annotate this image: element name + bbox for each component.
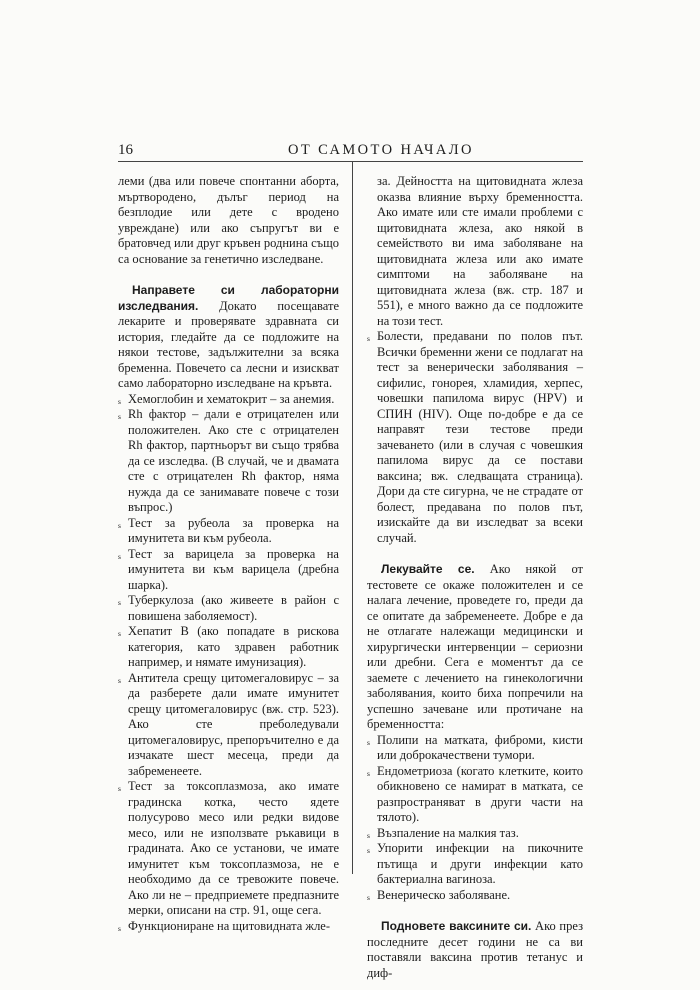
bullet-marker: s <box>367 830 370 840</box>
list-item: за. Дейността на щитовидната жлеза оказва влияние върху бременността. Ако имате или сте имали проблеми с щитовидната жлеза, ако някой в семейството ви има заболяване на щитовидната жлеза или ако имате симптоми на заболяване на щитовидната жлеза (вж. стр. 187 и 551), е много важно да се подложите на този тест. <box>377 174 583 328</box>
bullet-marker: s <box>118 675 121 685</box>
list-item: s Туберкулоза (ако живеете в район с повишена заболяемост). <box>118 593 339 623</box>
list-item: s Упорити инфекции на пикочните пътища и други инфекции като бактериална вагиноза. <box>367 841 583 886</box>
treatment-text: Ако някой от тестовете се окаже положителен и се налага лечение, проведете го, преди да се опитате да забременеете. Добре е да не отлагате належащи медицински и хирургически интервенции – сериозни или дребни. Сега е моментът да се заемете с лечението на гинекологични заболявания, които биха попречили на успешно зачеване или протичане на бременността: <box>367 562 583 731</box>
list-item: s Функциониране на щитовидната жле- <box>118 919 339 935</box>
page-number: 16 <box>118 142 133 158</box>
list-item: s Rh фактор – дали е отрицателен или положителен. Ако сте с отрицателен Rh фактор, партньорът ви също трябва да се изследва. (В случай, че и двамата сте с отрицателен Rh фактор, няма нужда да се занимавате повече с този въпрос.) <box>118 407 339 514</box>
list-item: s Възпаление на малкия таз. <box>367 826 583 842</box>
bullet-marker: s <box>118 923 121 933</box>
list-item: s Антитела срещу цитомегаловирус – за да разберете дали имате имунитет срещу цитомегаловирус (вж. стр. 523). Ако сте преболедували цитомегаловирус, препоръчително е да изчакате шест месеца, преди да забременеете. <box>118 670 339 778</box>
right-column <box>367 174 583 981</box>
vaccines-text: Ако през последните десет години не са ви поставяли ваксина против тетанус и диф- <box>367 919 584 980</box>
lab-tests-list <box>118 392 339 935</box>
list-item: s Хемоглобин и хематокрит – за анемия. <box>118 392 339 408</box>
vaccines-heading: Подновете ваксините си. <box>381 919 532 933</box>
intro-paragraph: леми (два или повече спонтанни аборта, мъртвородено, дълъг период на безплодие или дете с вродено увреждане) или ако съпругът ви е братовчед или друг кръвен роднина също са основание за генетично изследване. <box>118 174 339 266</box>
column-divider <box>352 161 353 874</box>
header-rule <box>118 161 583 162</box>
list-item: s Полипи на матката, фиброми, кисти или доброкачествени тумори. <box>367 732 583 762</box>
bullet-marker: s <box>367 846 370 855</box>
running-title: ОТ САМОТО НАЧАЛО <box>288 142 474 158</box>
bullet-marker: s <box>118 598 121 607</box>
list-item: s Тест за токсоплазмоза, ако имате градинска котка, често ядете полусурово месо или редки видове месо, или не използвате ръкавици в градината. Ако се установи, че имате имунитет към токсоплазмоза, не е необходимо да се тревожите повече. Ако ли не – предприемете предпазните мерки, описани на стр. 91, още сега. <box>118 779 339 917</box>
page-header <box>118 133 582 157</box>
list-item: s Хепатит B (ако попадате в рискова категория, като здравен работник например, и нямате имунизация). <box>118 624 339 669</box>
lab-tests-list-continued <box>367 174 583 546</box>
list-item: s Ендометриоза (когато клетките, които обикновено се намират в матката, се разпространяват в други части на тялото). <box>367 763 583 824</box>
lab-tests-text: Докато посещавате лекарите и проверявате здравната си история, гледайте да се подложите на някои тестове, задължителни за всяка бременна. Повечето са лесни и изискват само лабораторно изследване на кръвта. <box>118 298 339 390</box>
bullet-marker: s <box>367 768 370 778</box>
bullet-marker: s <box>118 520 121 530</box>
treatment-list <box>367 733 583 904</box>
lab-tests-section <box>118 283 339 934</box>
treatment-section <box>367 562 583 903</box>
bullet-marker: s <box>367 737 370 747</box>
bullet-marker: s <box>367 892 370 902</box>
lab-tests-heading: Направете си лабораторни изследвания. <box>118 283 339 313</box>
list-item: s Венерическо заболяване. <box>367 888 583 904</box>
list-item: s Тест за варицела за проверка на имунитета ви към варицела (дребна шарка). <box>118 546 339 592</box>
bullet-marker: s <box>118 784 121 793</box>
list-item: s Тест за рубеола за проверка на имунитета ви към рубеола. <box>118 515 339 545</box>
bullet-marker: s <box>118 629 121 638</box>
bullet-marker: s <box>118 412 121 421</box>
bullet-marker: s <box>118 396 121 406</box>
left-column <box>118 174 339 934</box>
bullet-marker: s <box>118 551 121 561</box>
list-item: s Болести, предавани по полов път. Всички бременни жени се подлагат на тест за венерически заболявания – сифилис, гонорея, хламидия, херпес, човешки папилома вирус (HPV) и СПИН (HIV). Още по-добре е да се направят тези тестове преди зачеването (или в случая с човешкия папилома вирус да се постави ваксина; вж. следващата страница). Дори да сте сигурна, че не страдате от болест, предавана по полов път, изискайте да ви изследват за всеки случай. <box>367 329 583 545</box>
treatment-heading: Лекувайте се. <box>381 562 475 576</box>
bullet-marker: s <box>367 334 370 343</box>
vaccines-section <box>367 919 583 981</box>
